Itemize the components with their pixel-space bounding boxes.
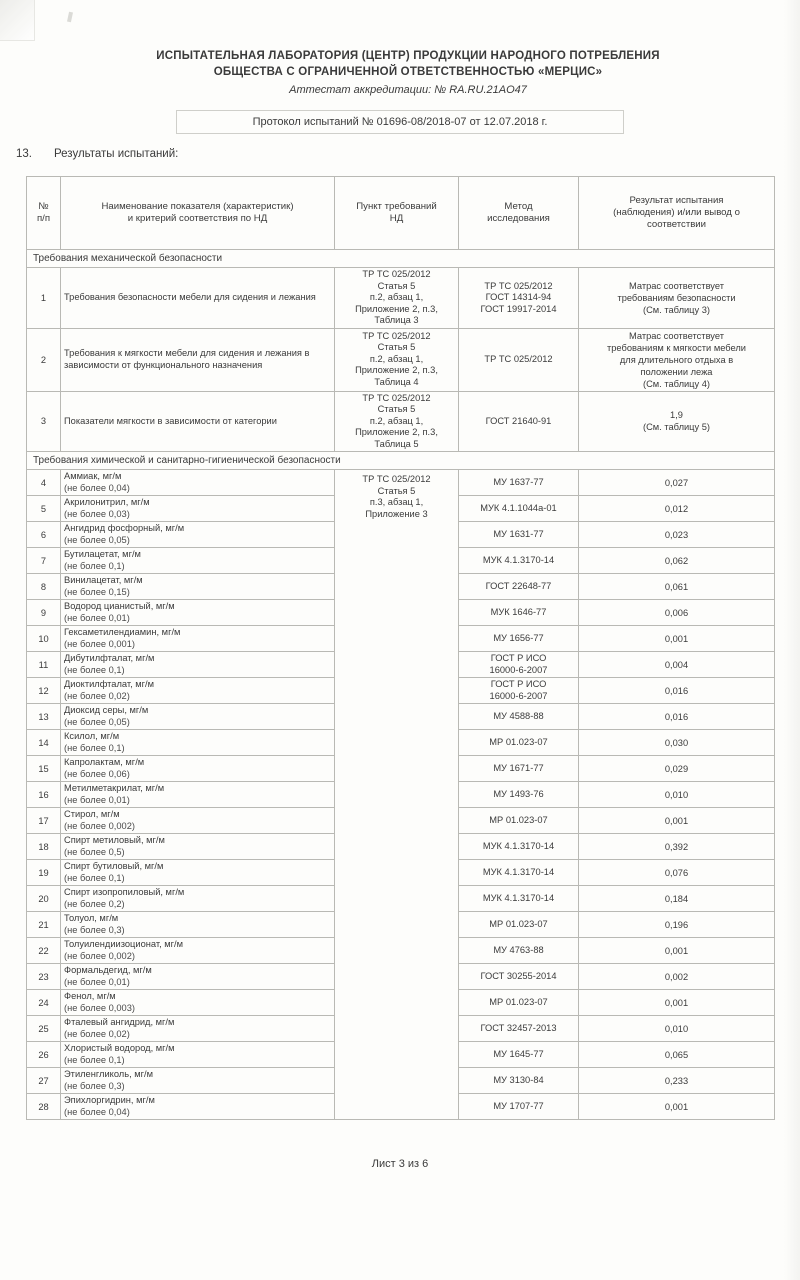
row-index: 3 <box>27 391 61 452</box>
row-index: 15 <box>27 756 61 782</box>
row-method: МР 01.023-07 <box>459 990 579 1016</box>
row-result: Матрас соответствует требованиям безопасности (См. таблицу 3) <box>579 268 775 329</box>
scan-artifact-mark <box>67 12 73 23</box>
row-index: 11 <box>27 652 61 678</box>
row-index: 1 <box>27 268 61 329</box>
row-index: 13 <box>27 704 61 730</box>
row-method: МУК 4.1.3170-14 <box>459 860 579 886</box>
row-result: 0,065 <box>579 1042 775 1068</box>
table-header-row <box>27 177 775 250</box>
substance-name: Толуол, мг/м <box>64 913 119 923</box>
substance-name: Ангидрид фосфорный, мг/м <box>64 523 185 533</box>
substance-limit: (не более 0,001) <box>64 638 135 649</box>
row-method: МУК 1646-77 <box>459 600 579 626</box>
row-index: 10 <box>27 626 61 652</box>
row-indicator-name <box>61 1068 335 1094</box>
substance-name: Диоксид серы, мг/м <box>64 705 149 715</box>
row-method: ГОСТ 21640-91 <box>459 391 579 452</box>
row-result: 0,001 <box>579 1094 775 1120</box>
row-result: 0,029 <box>579 756 775 782</box>
section-title-text: Результаты испытаний: <box>54 148 179 160</box>
column-header-index <box>27 177 61 250</box>
row-indicator-name <box>61 626 335 652</box>
column-header-method <box>459 177 579 250</box>
substance-name: Фталевый ангидрид, мг/м <box>64 1017 175 1027</box>
substance-limit: (не более 0,1) <box>64 872 125 883</box>
table-body <box>27 250 775 1120</box>
substance-name: Этиленгликоль, мг/м <box>64 1069 153 1079</box>
substance-limit: (не более 0,04) <box>64 482 130 493</box>
row-indicator-name <box>61 1042 335 1068</box>
row-method: МУ 4588-88 <box>459 704 579 730</box>
row-method: МУ 1637-77 <box>459 470 579 496</box>
row-method: МУК 4.1.3170-14 <box>459 548 579 574</box>
substance-limit: (не более 0,3) <box>64 1080 125 1091</box>
substance-name: Диоктилфталат, мг/м <box>64 679 155 689</box>
row-result: 0,233 <box>579 1068 775 1094</box>
substance-limit: (не более 0,1) <box>64 742 125 753</box>
substance-name: Спирт изопропиловый, мг/м <box>64 887 185 897</box>
row-result: 0,001 <box>579 990 775 1016</box>
row-index: 28 <box>27 1094 61 1120</box>
table-row <box>27 391 775 452</box>
row-method: МР 01.023-07 <box>459 912 579 938</box>
row-result: 0,062 <box>579 548 775 574</box>
row-index: 24 <box>27 990 61 1016</box>
row-indicator-name <box>61 522 335 548</box>
row-result: 0,001 <box>579 808 775 834</box>
row-index: 27 <box>27 1068 61 1094</box>
row-indicator-name <box>61 834 335 860</box>
table-header <box>27 177 775 250</box>
row-indicator-name <box>61 990 335 1016</box>
table-row <box>27 328 775 391</box>
substance-limit: (не более 0,002) <box>64 950 135 961</box>
row-index: 16 <box>27 782 61 808</box>
column-header-result-line-3: соответствии <box>646 219 707 230</box>
column-header-requirement-line-1: Пункт требований <box>356 201 437 212</box>
row-method: МУ 1671-77 <box>459 756 579 782</box>
row-indicator-name <box>61 756 335 782</box>
substance-name: Капролактам, мг/м <box>64 757 145 767</box>
protocol-number-box <box>176 110 624 134</box>
row-result: 1,9 (См. таблицу 5) <box>579 391 775 452</box>
table-row <box>27 268 775 329</box>
row-method: ГОСТ Р ИСО 16000-6-2007 <box>459 652 579 678</box>
group-row-mechanical <box>27 250 775 268</box>
section-heading <box>16 148 178 160</box>
group-row-chemical <box>27 452 775 470</box>
row-result: 0,061 <box>579 574 775 600</box>
row-method: МУ 1656-77 <box>459 626 579 652</box>
substance-name: Винилацетат, мг/м <box>64 575 143 585</box>
row-method: ГОСТ Р ИСО 16000-6-2007 <box>459 678 579 704</box>
row-result: 0,196 <box>579 912 775 938</box>
lab-name-line-1: ИСПЫТАТЕЛЬНАЯ ЛАБОРАТОРИЯ (ЦЕНТР) ПРОДУКЦИИ НАРОДНОГО ПОТРЕБЛЕНИЯ <box>156 50 660 62</box>
row-indicator-name: Требования безопасности мебели для сидения и лежания <box>61 268 335 329</box>
substance-name: Эпихлоргидрин, мг/м <box>64 1095 155 1105</box>
row-result: 0,001 <box>579 626 775 652</box>
substance-name: Формальдегид, мг/м <box>64 965 152 975</box>
row-method: ГОСТ 32457-2013 <box>459 1016 579 1042</box>
row-result: 0,016 <box>579 704 775 730</box>
group-row-mechanical-label: Требования механической безопасности <box>27 250 775 268</box>
page-footer: Лист 3 из 6 <box>371 1158 429 1170</box>
row-result: 0,027 <box>579 470 775 496</box>
substance-limit: (не более 0,06) <box>64 768 130 779</box>
document-header <box>96 48 720 96</box>
row-result: 0,392 <box>579 834 775 860</box>
substance-name: Аммиак, мг/м <box>64 471 122 481</box>
row-result: 0,023 <box>579 522 775 548</box>
row-method: МУК 4.1.1044а-01 <box>459 496 579 522</box>
row-index: 4 <box>27 470 61 496</box>
substance-limit: (не более 0,03) <box>64 508 130 519</box>
row-method: МУ 3130-84 <box>459 1068 579 1094</box>
substance-name: Стирол, мг/м <box>64 809 120 819</box>
row-indicator-name <box>61 496 335 522</box>
row-index: 18 <box>27 834 61 860</box>
row-index: 23 <box>27 964 61 990</box>
column-header-index-line-1: № <box>38 201 49 212</box>
row-index: 8 <box>27 574 61 600</box>
row-index: 19 <box>27 860 61 886</box>
substance-name: Хлористый водород, мг/м <box>64 1043 175 1053</box>
row-result: 0,001 <box>579 938 775 964</box>
row-method: МУ 1645-77 <box>459 1042 579 1068</box>
row-method: ТР ТС 025/2012 ГОСТ 14314-94 ГОСТ 19917-2014 <box>459 268 579 329</box>
substance-limit: (не более 0,3) <box>64 924 125 935</box>
row-method: ГОСТ 30255-2014 <box>459 964 579 990</box>
substance-limit: (не более 0,1) <box>64 664 125 675</box>
substance-limit: (не более 0,05) <box>64 534 130 545</box>
row-result: 0,010 <box>579 782 775 808</box>
column-header-result-line-1: Результат испытания <box>629 195 724 206</box>
row-index: 22 <box>27 938 61 964</box>
substance-limit: (не более 0,5) <box>64 846 125 857</box>
row-requirement: ТР ТС 025/2012 Статья 5 п.2, абзац 1, Приложение 2, п.3, Таблица 3 <box>335 268 459 329</box>
row-result: Матрас соответствует требованиям к мягкости мебели для длительного отдыха в положении лежа (См. таблицу 4) <box>579 328 775 391</box>
substance-limit: (не более 0,002) <box>64 820 135 831</box>
row-method: ГОСТ 22648-77 <box>459 574 579 600</box>
row-indicator-name <box>61 704 335 730</box>
row-method: МУК 4.1.3170-14 <box>459 834 579 860</box>
substance-limit: (не более 0,02) <box>64 690 130 701</box>
column-header-index-line-2: п/п <box>36 213 51 224</box>
column-header-requirement-line-2: НД <box>389 213 404 224</box>
column-header-requirement <box>335 177 459 250</box>
row-method: МУ 1631-77 <box>459 522 579 548</box>
scan-artifact-corner <box>0 0 35 41</box>
column-header-indicator <box>61 177 335 250</box>
substance-limit: (не более 0,02) <box>64 1028 130 1039</box>
substance-name: Дибутилфталат, мг/м <box>64 653 155 663</box>
row-method: МР 01.023-07 <box>459 730 579 756</box>
row-method: МУК 4.1.3170-14 <box>459 886 579 912</box>
row-indicator-name <box>61 808 335 834</box>
row-result: 0,010 <box>579 1016 775 1042</box>
row-indicator-name <box>61 730 335 756</box>
lab-name-line-2: ОБЩЕСТВА С ОГРАНИЧЕННОЙ ОТВЕТСТВЕННОСТЬЮ «МЕРЦИС» <box>213 66 603 78</box>
substance-name: Водород цианистый, мг/м <box>64 601 175 611</box>
row-result: 0,004 <box>579 652 775 678</box>
row-index: 7 <box>27 548 61 574</box>
row-indicator-name <box>61 886 335 912</box>
row-index: 17 <box>27 808 61 834</box>
row-index: 6 <box>27 522 61 548</box>
protocol-number-text: Протокол испытаний № 01696-08/2018-07 от 12.07.2018 г. <box>252 116 548 128</box>
scan-artifact-edge <box>784 0 800 1280</box>
substance-limit: (не более 0,05) <box>64 716 130 727</box>
column-header-method-line-2: исследования <box>487 213 550 224</box>
row-indicator-name <box>61 678 335 704</box>
row-indicator-name <box>61 782 335 808</box>
substance-limit: (не более 0,2) <box>64 898 125 909</box>
row-indicator-name <box>61 860 335 886</box>
substance-name: Бутилацетат, мг/м <box>64 549 141 559</box>
substance-name: Акрилонитрил, мг/м <box>64 497 150 507</box>
row-indicator-name <box>61 548 335 574</box>
row-indicator-name <box>61 1016 335 1042</box>
row-index: 25 <box>27 1016 61 1042</box>
row-index: 12 <box>27 678 61 704</box>
row-indicator-name <box>61 938 335 964</box>
row-requirement: ТР ТС 025/2012 Статья 5 п.2, абзац 1, Приложение 2, п.3, Таблица 5 <box>335 391 459 452</box>
row-index: 21 <box>27 912 61 938</box>
substance-limit: (не более 0,01) <box>64 976 130 987</box>
substance-limit: (не более 0,01) <box>64 612 130 623</box>
row-indicator-name <box>61 652 335 678</box>
row-index: 5 <box>27 496 61 522</box>
row-indicator-name: Требования к мягкости мебели для сидения и лежания в зависимости от функционального назначения <box>61 328 335 391</box>
row-indicator-name <box>61 574 335 600</box>
row-index: 2 <box>27 328 61 391</box>
substance-name: Ксилол, мг/м <box>64 731 120 741</box>
substance-limit: (не более 0,003) <box>64 1002 135 1013</box>
accreditation-certificate: Аттестат аккредитации: № RA.RU.21AO47 <box>289 84 527 96</box>
substance-name: Толуилендиизоционат, мг/м <box>64 939 183 949</box>
substance-name: Фенол, мг/м <box>64 991 116 1001</box>
test-results-table <box>26 176 775 1120</box>
row-result: 0,016 <box>579 678 775 704</box>
substance-limit: (не более 0,1) <box>64 560 125 571</box>
row-method: МУ 1493-76 <box>459 782 579 808</box>
substance-limit: (не более 0,15) <box>64 586 130 597</box>
row-index: 20 <box>27 886 61 912</box>
substance-name: Спирт бутиловый, мг/м <box>64 861 164 871</box>
row-result: 0,030 <box>579 730 775 756</box>
row-index: 26 <box>27 1042 61 1068</box>
column-header-indicator-line-2: и критерий соответствия по НД <box>127 213 268 224</box>
group-row-chemical-label: Требования химической и санитарно-гигиенической безопасности <box>27 452 775 470</box>
substance-name: Метилметакрилат, мг/м <box>64 783 165 793</box>
column-header-method-line-1: Метод <box>504 201 533 212</box>
row-method: ТР ТС 025/2012 <box>459 328 579 391</box>
row-indicator-name <box>61 1094 335 1120</box>
column-header-indicator-line-1: Наименование показателя (характеристик) <box>101 201 294 212</box>
substance-name: Гексаметилендиамин, мг/м <box>64 627 181 637</box>
row-result: 0,002 <box>579 964 775 990</box>
substance-name: Спирт метиловый, мг/м <box>64 835 165 845</box>
substance-limit: (не более 0,04) <box>64 1106 130 1117</box>
row-indicator-name: Показатели мягкости в зависимости от категории <box>61 391 335 452</box>
table-row <box>27 470 775 496</box>
column-header-result <box>579 177 775 250</box>
section-number: 13. <box>16 148 32 160</box>
row-method: МУ 1707-77 <box>459 1094 579 1120</box>
row-requirement: ТР ТС 025/2012 Статья 5 п.3, абзац 1, Приложение 3 <box>335 470 459 1120</box>
row-method: МР 01.023-07 <box>459 808 579 834</box>
row-method: МУ 4763-88 <box>459 938 579 964</box>
row-indicator-name <box>61 600 335 626</box>
row-indicator-name <box>61 912 335 938</box>
row-index: 9 <box>27 600 61 626</box>
row-index: 14 <box>27 730 61 756</box>
row-requirement: ТР ТС 025/2012 Статья 5 п.2, абзац 1, Приложение 2, п.3, Таблица 4 <box>335 328 459 391</box>
row-result: 0,184 <box>579 886 775 912</box>
row-result: 0,012 <box>579 496 775 522</box>
row-indicator-name <box>61 964 335 990</box>
substance-limit: (не более 0,01) <box>64 794 130 805</box>
row-result: 0,006 <box>579 600 775 626</box>
row-result: 0,076 <box>579 860 775 886</box>
row-indicator-name <box>61 470 335 496</box>
column-header-result-line-2: (наблюдения) и/или вывод о <box>613 207 740 218</box>
substance-limit: (не более 0,1) <box>64 1054 125 1065</box>
